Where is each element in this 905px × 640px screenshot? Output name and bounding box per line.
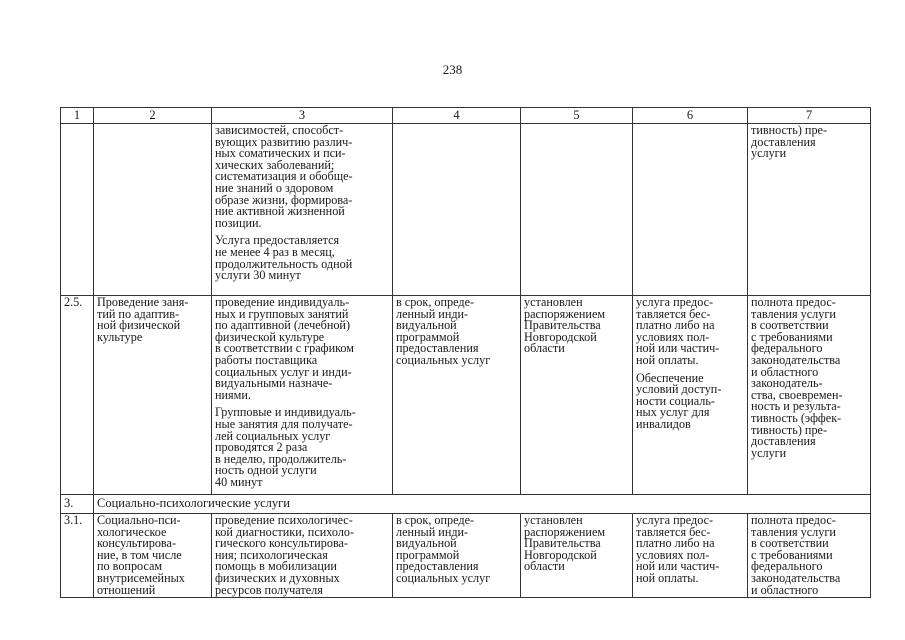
table-row: [61, 124, 871, 296]
service-number: 3.1.: [64, 513, 83, 527]
section-row: [61, 495, 871, 514]
service-conditions-paragraph: услуга предос- тавляется бес- платно либо на условиях пол- ной или частич- ной оплаты.: [636, 295, 720, 367]
service-content-cell: [212, 296, 393, 495]
table-row: [61, 296, 871, 495]
service-conditions-paragraph: Обеспечение условий доступ- ности социаль- ных услуг для инвалидов: [636, 370, 722, 431]
service-conditions-cell: [633, 296, 748, 495]
service-term-cell: [393, 124, 521, 296]
header-cell-5: 5: [521, 108, 633, 124]
service-price-cell: [521, 514, 633, 598]
service-name-cell: [94, 514, 212, 598]
page-number: 238: [442, 62, 463, 77]
service-conditions-paragraph: услуга предос- тавляется бес- платно либо на условиях пол- ной или частич- ной оплаты.: [636, 513, 720, 585]
service-quality-cell: [748, 124, 871, 296]
service-content-cell: [212, 124, 393, 296]
header-cell-4: 4: [393, 108, 521, 124]
header-cell-1: 1: [61, 108, 94, 124]
header-cell-6: 6: [633, 108, 748, 124]
service-price-cell: [521, 296, 633, 495]
services-table: [60, 107, 871, 598]
header-cell-2: 2: [94, 108, 212, 124]
service-content-paragraph: проведение психологичес- кой диагностики, психоло- гического консультирова- ния; психологическая помощь в мобилизации физических и духовных ресурсов получателя: [215, 513, 355, 597]
service-name-cell: [94, 296, 212, 495]
section-title: Социально-психологические услуги: [94, 495, 871, 514]
service-quality: тивность) пре- доставления услуги: [751, 123, 828, 161]
service-name: Социально-пси- хологическое консультирова- ние, в том числе по вопросам внутрисемейных отношений: [97, 513, 185, 597]
service-number: 2.5.: [64, 295, 83, 309]
service-number-cell: [61, 124, 94, 296]
service-quality-cell: [748, 514, 871, 598]
service-quality: полнота предос- тавления услуги в соответствии с требованиями федерального законодательства и областного: [751, 513, 841, 597]
service-conditions-cell: [633, 124, 748, 296]
column-number-header-row: [61, 108, 871, 124]
service-term-cell: [393, 514, 521, 598]
service-content-paragraph: Услуга предоставляется не менее 4 раз в месяц, продолжительность одной услуги 30 минут: [215, 233, 353, 283]
service-price-cell: [521, 124, 633, 296]
service-name-cell: [94, 124, 212, 296]
table-row: [61, 514, 871, 598]
service-quality: полнота предос- тавления услуги в соответствии с требованиями федерального законодательства и областного законодатель- ства, своевремен- ность и результа- тивность (эффек- тивность) пре- доставления услуги: [751, 295, 843, 460]
service-number-cell: [61, 296, 94, 495]
header-cell-3: 3: [212, 108, 393, 124]
service-content-paragraph: зависимостей, способст- вующих развитию различ- ных соматических и пси- хических заболеваний; систематизация и обобще- ние знаний о здоровом образе жизни, формирова- ние активной жизненной позиции.: [215, 123, 353, 230]
service-content-cell: [212, 514, 393, 598]
service-conditions-cell: [633, 514, 748, 598]
service-term-cell: [393, 296, 521, 495]
service-name: Проведение заня- тий по адаптив- ной физической культуре: [97, 295, 189, 344]
service-content-paragraph: Групповые и индивидуаль- ные занятия для получате- лей социальных услуг проводятся 2 раза в неделю, продолжитель- ность одной услуги 40 минут: [215, 405, 356, 489]
header-cell-7: 7: [748, 108, 871, 124]
service-term: в срок, опреде- ленный инди- видуальной программой предоставления социальных услуг: [396, 513, 491, 585]
service-quality-cell: [748, 296, 871, 495]
service-price: установлен распоряжением Правительства Новгородской области: [524, 295, 606, 356]
section-number: 3.: [61, 495, 94, 514]
service-term: в срок, опреде- ленный инди- видуальной программой предоставления социальных услуг: [396, 295, 491, 367]
service-number-cell: [61, 514, 94, 598]
service-content-paragraph: проведение индивидуаль- ных и групповых занятий по адаптивной (лечебной) физической культуре в соответствии с графиком работы поставщика социальных услуг и инди- видуальными назначе- ниями.: [215, 295, 354, 402]
service-price: установлен распоряжением Правительства Новгородской области: [524, 513, 606, 574]
